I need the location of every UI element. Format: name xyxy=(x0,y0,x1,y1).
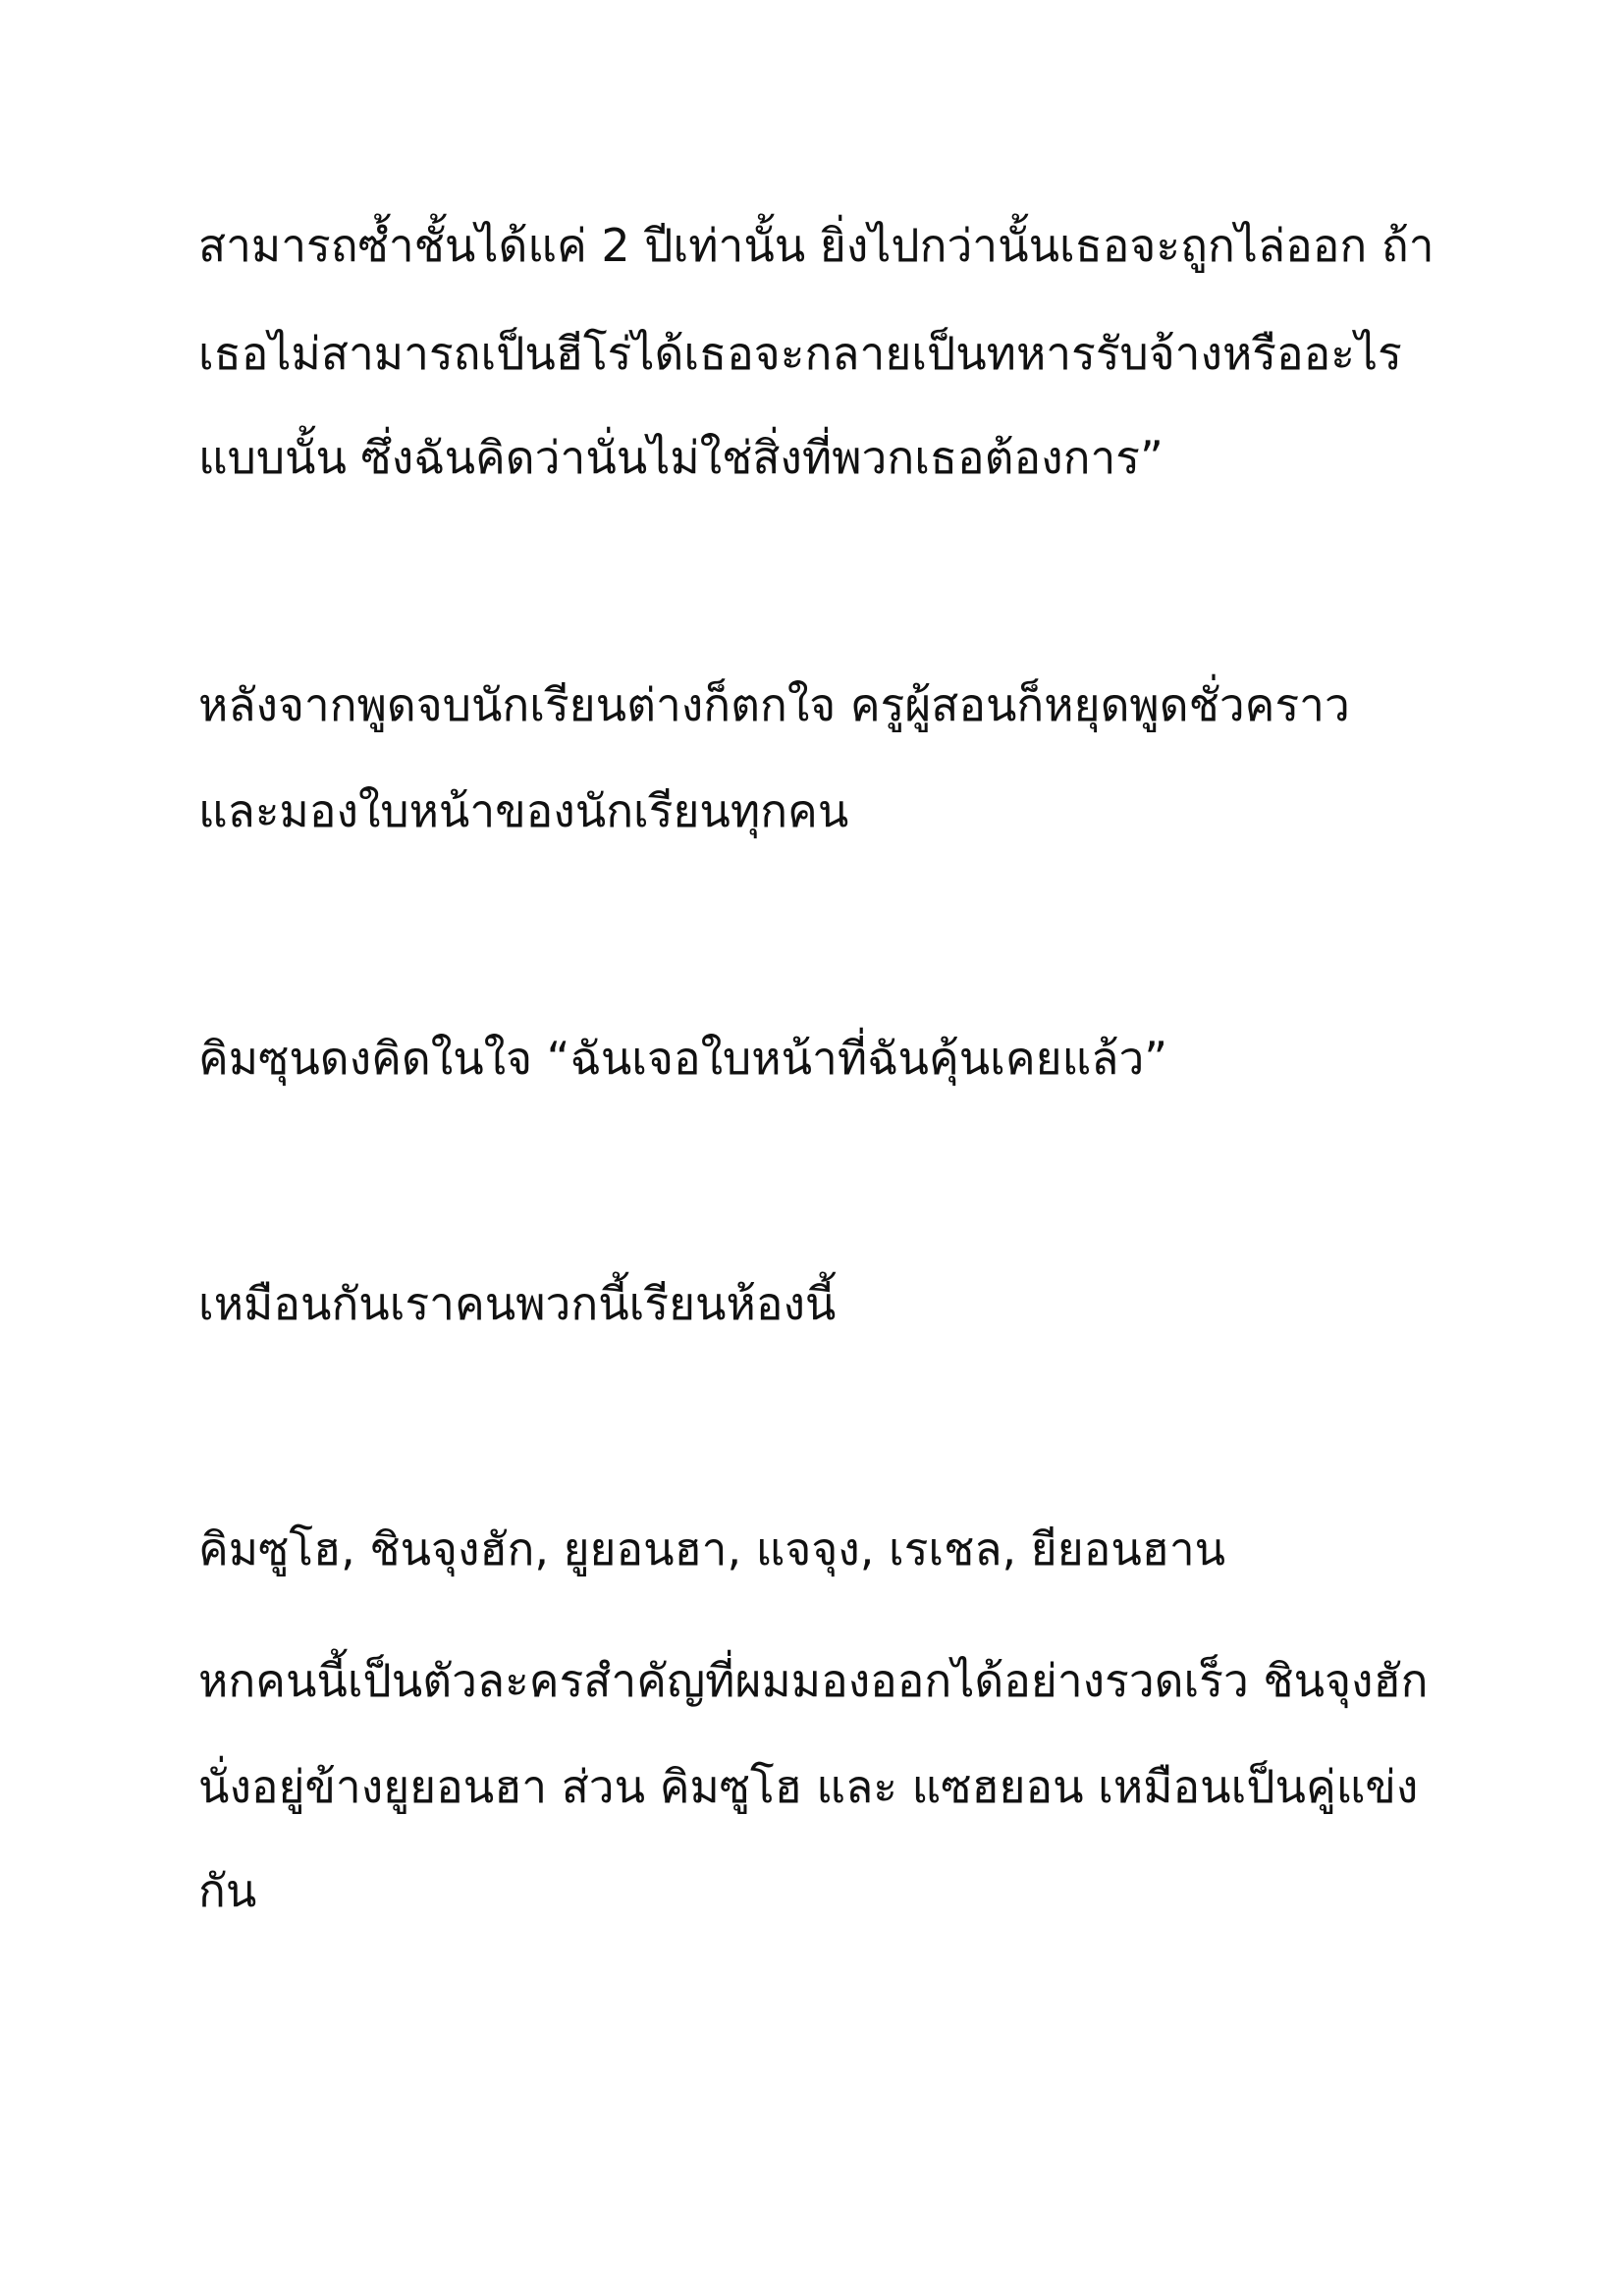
paragraph-1-line-2: เธอไม่สามารถเป็นฮีโร่ได้เธอจะกลายเป็นทหารรับจ้างหรืออะไร xyxy=(198,327,1402,380)
paragraph-2-line-2: และมองใบหน้าของนักเรียนทุกคน xyxy=(198,784,849,837)
paragraph-2-line-1: หลังจากพูดจบนักเรียนต่างก็ตกใจ ครูผู้สอนก็หยุดพูดชั่วคราว xyxy=(198,678,1350,731)
paragraph-3-line-1: คิมซุนดงคิดในใจ “ฉันเจอใบหน้าที่ฉันคุ้นเคยแล้ว” xyxy=(198,1032,1168,1085)
paragraph-6-line-2: นั่งอยู่ข้างยูยอนฮา ส่วน คิมซูโฮ และ แซฮยอน เหมือนเป็นคู่แข่ง xyxy=(198,1760,1419,1813)
paragraph-4-line-1: เหมือนกันเราคนพวกนี้เรียนห้องนี้ xyxy=(198,1277,837,1330)
paragraph-1-line-3: แบบนั้น ซึ่งฉันคิดว่านั่นไม่ใช่สิ่งที่พวกเธอต้องการ” xyxy=(198,431,1164,484)
paragraph-6-line-1: หกคนนี้เป็นตัวละครสำคัญที่ผมมองออกได้อย่างรวดเร็ว ชินจุงฮัก xyxy=(198,1654,1429,1707)
paragraph-5-line-1: คิมซูโฮ, ชินจุงฮัก, ยูยอนฮา, แจจุง, เรเชล, ยียอนฮาน xyxy=(198,1522,1226,1575)
paragraph-6-line-3: กัน xyxy=(198,1864,257,1917)
paragraph-1-line-1: สามารถซ้ำชั้นได้แค่ 2 ปีเท่านั้น ยิ่งไปกว่านั้นเธอจะถูกไล่ออก ถ้า xyxy=(198,219,1435,272)
